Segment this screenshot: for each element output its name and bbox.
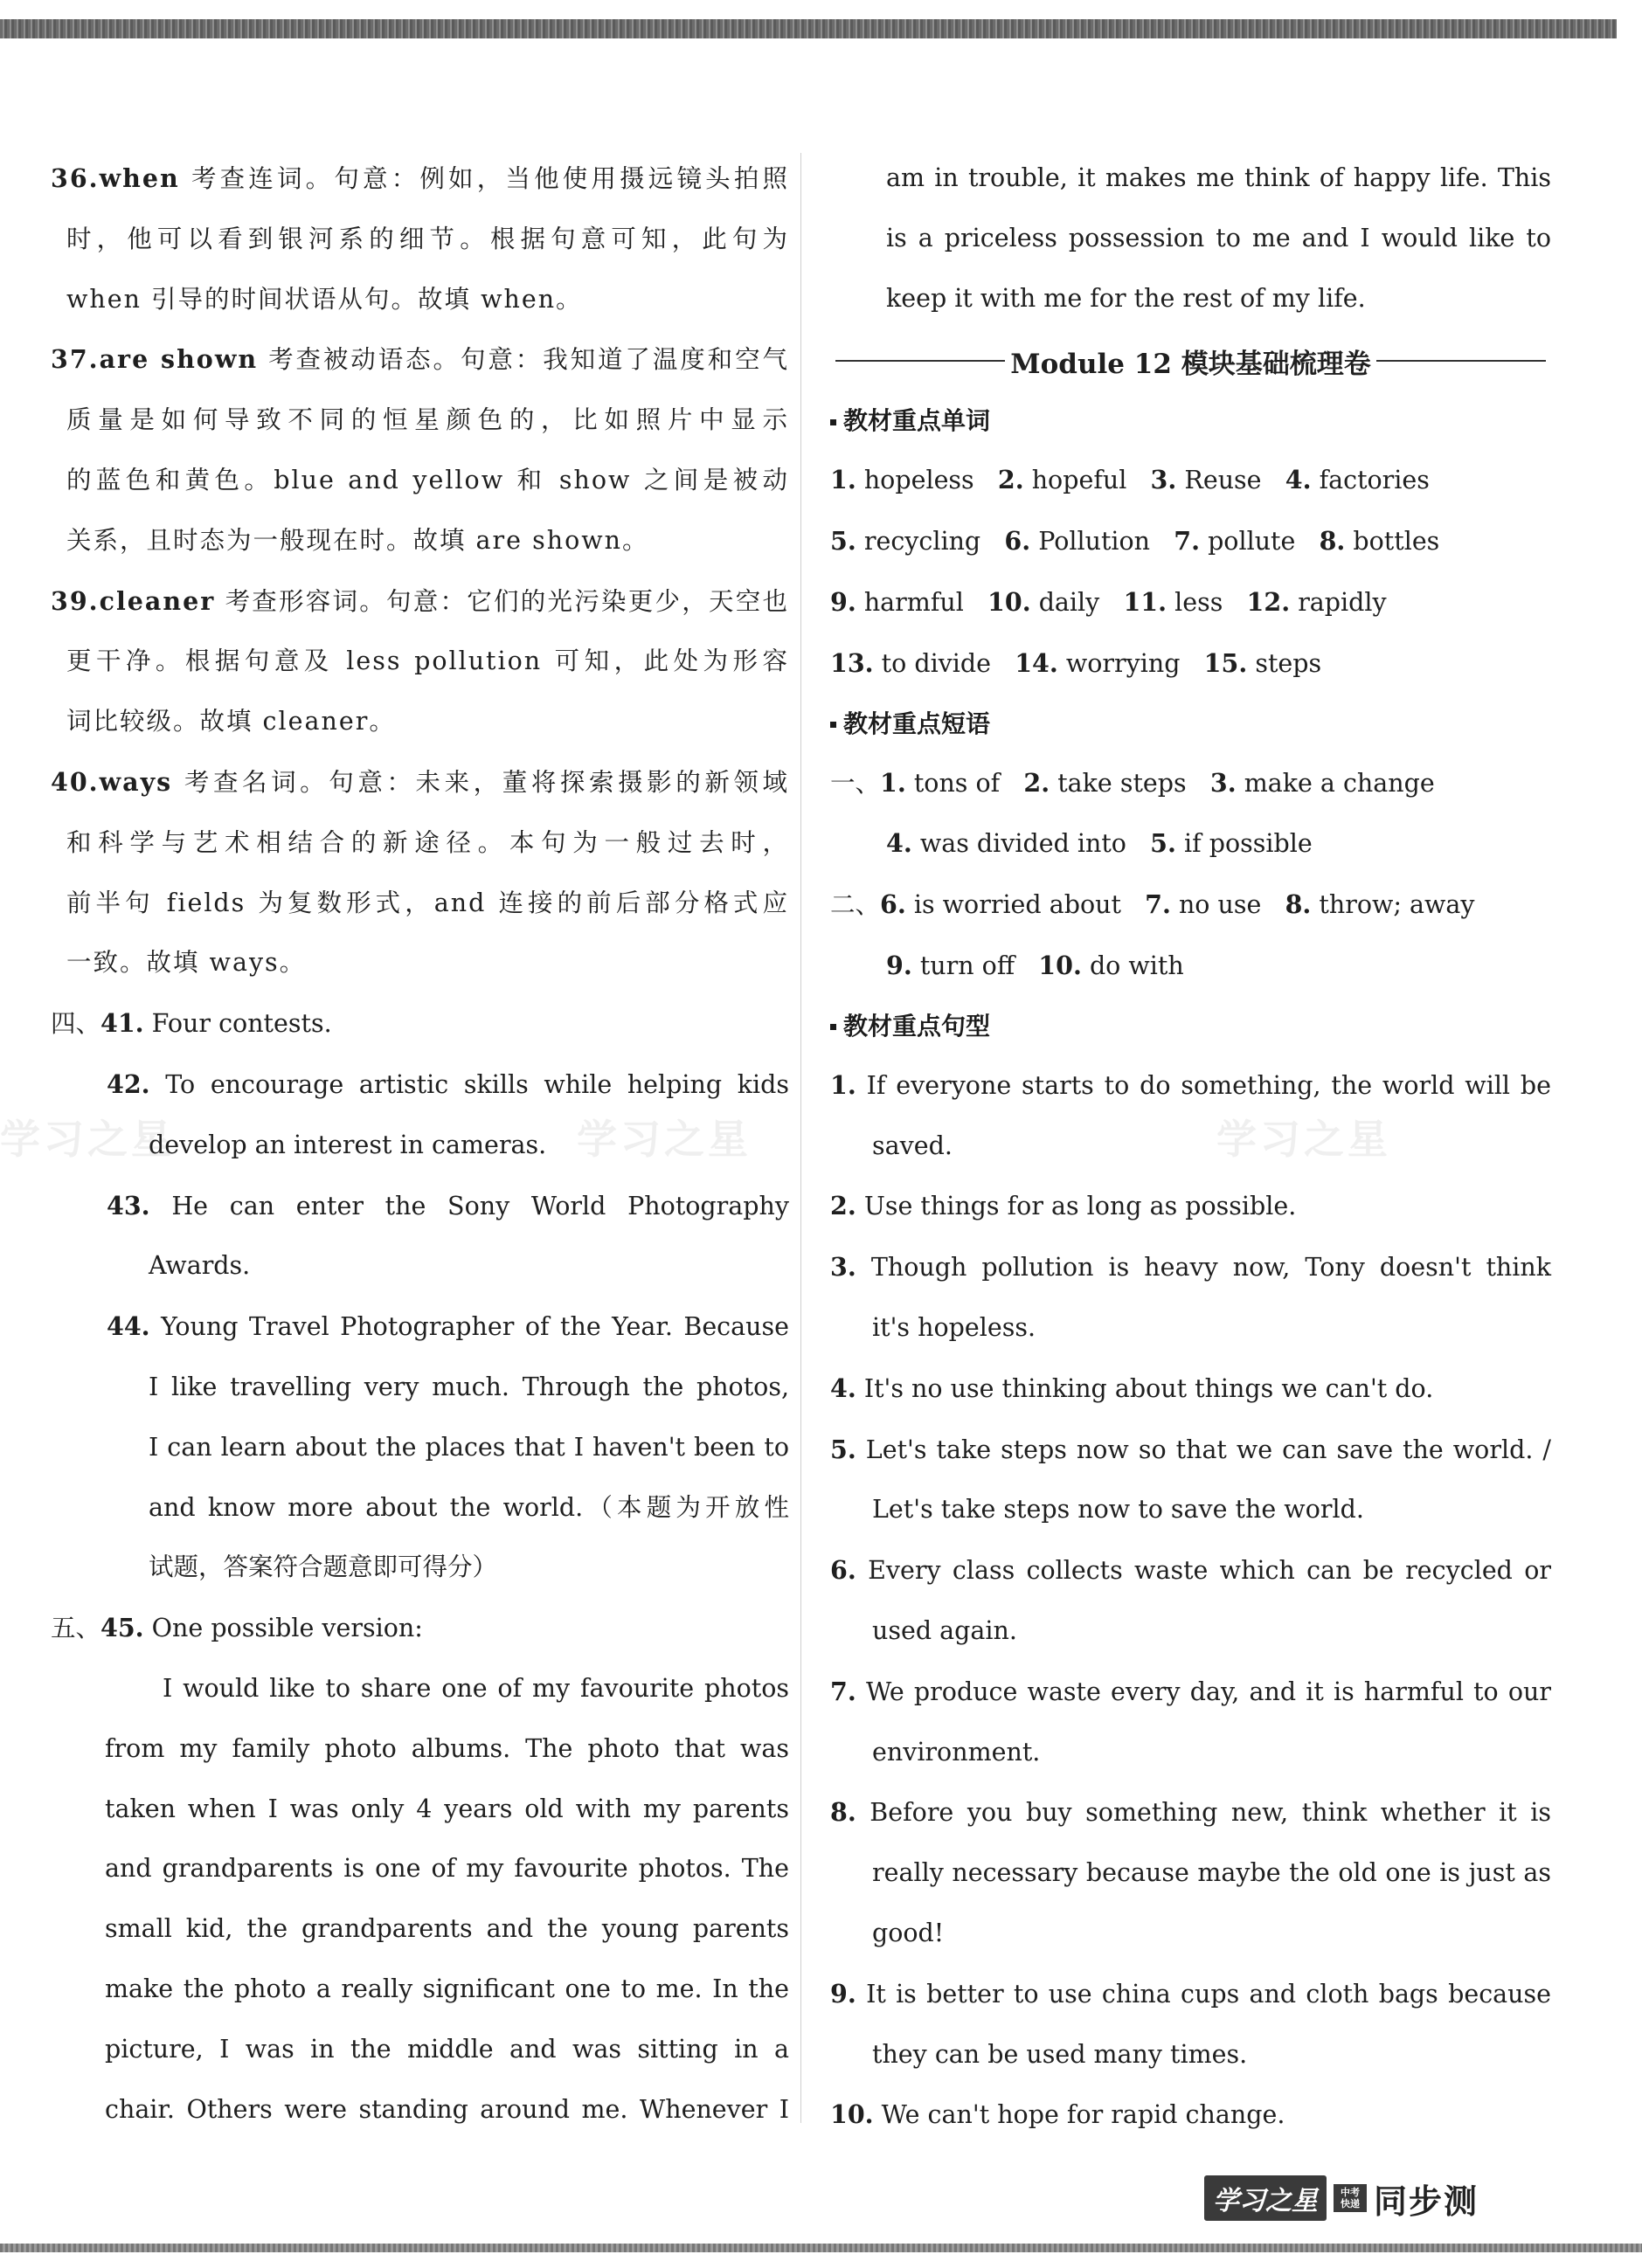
q44-line-3: I can learn about the places that I haven't been to — [149, 1432, 789, 1462]
watermark-right: 学习之星 — [1216, 1116, 1391, 1163]
essay-line-8: chair. Others were standing around me. Whenever I — [105, 2094, 789, 2124]
sentences-heading: 教材重点句型 — [830, 997, 1551, 1055]
q36-line-3: when 引导的时间状语从句。故填 when。 — [66, 284, 583, 314]
phrase-row-1: 一、1. tons of 2. take steps 3. make a change — [830, 767, 1435, 798]
word-answer: rapidly — [1298, 587, 1387, 617]
essay-cont-line-3: keep it with me for the rest of my life. — [886, 283, 1366, 313]
word-row-1 — [830, 450, 1551, 511]
sentence-8-line-3: good! — [872, 1918, 945, 1947]
word-number: 13. — [830, 647, 874, 678]
q36-line-2: 时，他可以看到银河系的细节。根据句意可知，此句为 — [66, 224, 789, 253]
word-row-3 — [830, 572, 1551, 633]
word-answer: steps — [1255, 648, 1322, 678]
sentence-1-line-1: 1. If everyone starts to do something, the world will be — [830, 1069, 1551, 1100]
word-row-2 — [830, 511, 1551, 572]
q37-line-4: 关系，且时态为一般现在时。故填 are shown。 — [66, 525, 649, 555]
footer-brand — [1204, 2177, 1479, 2219]
q37-line-2: 质量是如何导致不同的恒星颜色的，比如照片中显示 — [66, 405, 789, 435]
bottom-decorative-band — [0, 2244, 1642, 2252]
word-answer: worrying — [1065, 648, 1181, 678]
essay-line-7: picture, I was in the middle and was sitting in a — [105, 2034, 789, 2064]
brand-logo: 学习之星 — [1204, 2175, 1327, 2221]
square-bullet-icon — [830, 1024, 836, 1030]
phrases-heading: 教材重点短语 — [830, 695, 1551, 753]
left-column — [51, 149, 789, 2140]
word-number: 15. — [1203, 647, 1248, 678]
words-heading: 教材重点单词 — [830, 391, 1551, 450]
sentence-5-line-2: Let's take steps now to save the world. — [872, 1495, 1364, 1525]
q44-line-1: 44. Young Travel Photographer of the Year. Because — [107, 1311, 789, 1342]
phrase-row-2: 4. was divided into 5. if possible — [886, 828, 1313, 859]
q37-line-3: 的蓝色和黄色。blue and yellow 和 show 之间是被动 — [66, 465, 789, 494]
essay-line-1: I would like to share one of my favourite photos — [163, 1673, 789, 1703]
sentence-1-line-2: saved. — [872, 1131, 953, 1160]
q43-line-1: 43. He can enter the Sony World Photography — [107, 1190, 789, 1220]
watermark-center: 学习之星 — [577, 1116, 752, 1163]
q39-line-3: 词比较级。故填 cleaner。 — [66, 707, 396, 736]
word-number: 10. — [987, 586, 1031, 617]
essay-line-3: taken when I was only 4 years old with my parents — [105, 1794, 789, 1823]
phrase-row-4: 9. turn off 10. do with — [886, 950, 1184, 980]
q45-line: 五、45. One possible version: — [51, 1613, 423, 1643]
q40-line-3: 前半句 fields 为复数形式，and 连接的前后部分格式应 — [66, 888, 789, 917]
sentence-3-line-1: 3. Though pollution is heavy now, Tony doesn't think — [830, 1252, 1552, 1283]
word-answer: bottles — [1353, 527, 1440, 557]
essay-line-4: and grandparents is one of my favourite photos. The — [105, 1854, 789, 1884]
word-number: 3. — [1150, 465, 1177, 495]
q43-line-2: Awards. — [149, 1251, 251, 1281]
q44-line-4: and know more about the world.（本题为开放性 — [149, 1492, 789, 1522]
column-divider — [800, 153, 801, 2123]
top-decorative-band — [0, 19, 1617, 38]
title-rule-left — [835, 360, 1005, 362]
word-number: 6. — [1004, 526, 1031, 557]
brand-sync-text: 同步测 — [1374, 2182, 1479, 2221]
word-number: 9. — [830, 586, 856, 617]
sentence-4: 4. It's no use thinking about things we can't do. — [830, 1373, 1434, 1403]
q40-line-2: 和科学与艺术相结合的新途径。本句为一般过去时， — [66, 827, 789, 857]
essay-cont-line-1: am in trouble, it makes me think of happy life. This — [886, 163, 1551, 192]
word-answer: hopeful — [1031, 466, 1127, 495]
sentence-10: 10. We can't hope for rapid change. — [830, 2099, 1285, 2130]
essay-line-5: small kid, the grandparents and the young parents — [105, 1914, 789, 1944]
essay-line-6: make the photo a really significant one to me. In the — [105, 1974, 789, 2003]
module-title-text: Module 12 模块基础梳理卷 — [1010, 348, 1371, 380]
word-answer: factories — [1319, 466, 1430, 495]
word-number: 14. — [1015, 647, 1058, 678]
word-number: 5. — [830, 526, 856, 557]
sentence-7-line-2: environment. — [872, 1737, 1041, 1767]
q41-line: 四、41. Four contests. — [51, 1008, 332, 1039]
word-answer: Pollution — [1038, 527, 1151, 557]
word-number: 1. — [830, 465, 856, 495]
word-number: 12. — [1246, 586, 1291, 617]
q42-line-2: develop an interest in cameras. — [149, 1130, 547, 1159]
sentence-9-line-1: 9. It is better to use china cups and cloth bags because — [830, 1978, 1552, 2009]
q39-line-2: 更干净。根据句意及 less pollution 可知，此处为形容 — [66, 647, 789, 676]
word-number: 8. — [1319, 526, 1346, 557]
phrase-row-3: 二、6. is worried about 7. no use 8. throw; away — [830, 889, 1475, 920]
word-answer: harmful — [863, 587, 964, 617]
sentence-8-line-1: 8. Before you buy something new, think whether it is — [830, 1797, 1552, 1828]
word-answer: recycling — [863, 527, 981, 557]
square-bullet-icon — [830, 419, 836, 425]
word-answer: daily — [1038, 587, 1100, 617]
word-answer: hopeless — [863, 466, 974, 495]
sentence-5-line-1: 5. Let's take steps now so that we can save the world. / — [830, 1434, 1551, 1464]
essay-line-2: from my family photo albums. The photo that was — [105, 1733, 789, 1763]
sentence-2: 2. Use things for as long as possible. — [830, 1191, 1297, 1221]
sentence-3-line-2: it's hopeless. — [872, 1312, 1036, 1342]
q37-line-1: 37.are shown 考查被动语态。句意：我知道了温度和空气 — [51, 344, 789, 375]
q40-line-4: 一致。故填 ways。 — [66, 948, 307, 978]
q40-line-1: 40.ways 考查名词。句意：未来，董将探索摄影的新领域 — [51, 766, 789, 797]
word-number: 2. — [997, 465, 1024, 495]
q36-line-1: 36.when 考查连词。句意：例如，当他使用摄远镜头拍照 — [51, 163, 789, 193]
word-number: 11. — [1123, 586, 1167, 617]
title-rule-right — [1376, 360, 1546, 362]
right-column — [830, 149, 1551, 2146]
word-answer: to divide — [881, 648, 992, 678]
words-list — [830, 450, 1551, 694]
square-bullet-icon — [830, 722, 836, 728]
sentence-8-line-2: really necessary because maybe the old one is just as — [872, 1858, 1551, 1888]
sentence-9-line-2: they can be used many times. — [872, 2039, 1248, 2069]
word-answer: pollute — [1208, 527, 1296, 557]
word-answer: Reuse — [1184, 466, 1262, 495]
word-number: 4. — [1285, 465, 1312, 495]
q39-line-1: 39.cleaner 考查形容词。句意：它们的光污染更少，天空也 — [51, 585, 789, 616]
sentence-7-line-1: 7. We produce waste every day, and it is harmful to our — [830, 1676, 1552, 1706]
q44-line-5: 试题，答案符合题意即可得分） — [149, 1552, 498, 1582]
word-row-4 — [830, 633, 1551, 695]
watermark-left: 学习之星 — [0, 1116, 175, 1163]
sentence-6-line-2: used again. — [872, 1615, 1017, 1645]
module-title — [830, 330, 1551, 391]
brand-badge: 中考快递 — [1334, 2184, 1367, 2212]
q42-line-1: 42. To encourage artistic skills while helping kids — [107, 1068, 789, 1099]
q44-line-2: I like travelling very much. Through the photos, — [149, 1372, 789, 1401]
essay-cont-line-2: is a priceless possession to me and I would like to — [886, 223, 1551, 252]
word-number: 7. — [1174, 526, 1200, 557]
sentence-6-line-1: 6. Every class collects waste which can be recycled or — [830, 1555, 1552, 1586]
word-answer: less — [1174, 587, 1223, 617]
